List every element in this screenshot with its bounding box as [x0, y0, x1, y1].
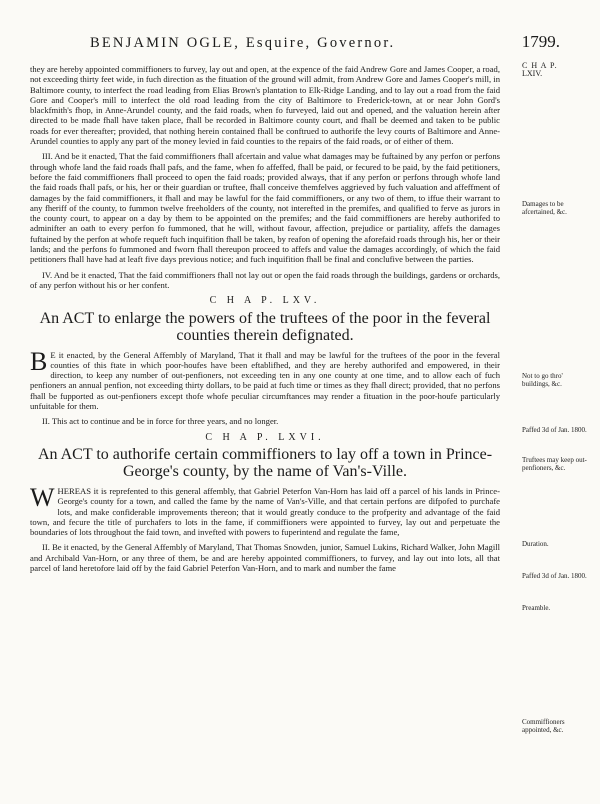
margin-note-trustees: Truftees may keep out-penfioners, &c.	[522, 456, 587, 473]
act-title-65: An ACT to enlarge the powers of the truftees of the poor in the feveral counties therein defignated.	[39, 309, 491, 344]
paragraph-chap65-section2: II. This act to continue and be in force for three years, and no longer.	[42, 416, 279, 427]
drop-cap: W	[30, 482, 55, 512]
paragraph-chap64-section4: IV. And be it enacted, That the faid commiffioners fhall not lay out or open the faid roads through the buildings, gardens or orchards, of any perfon without his or her confent.	[30, 269, 500, 290]
running-title: BENJAMIN OGLE, Esquire, Governor.	[90, 35, 396, 51]
paragraph-chap66-preamble	[30, 482, 500, 538]
margin-note-damages: Damages to be afcertained, &c.	[522, 200, 567, 217]
margin-note-passed-66: Paffed 3d of Jan. 1800.	[522, 572, 587, 580]
margin-note-buildings: Not to go thro' buildings, &c.	[522, 372, 563, 389]
paragraph-chap66-section2: II. Be it enacted, by the General Affembly of Maryland, That Thomas Snowden, junior, Samuel Lukins, Richard Walker, John Magill and Archibald Van-Horn, or any three of them, be and are hereby appointed commiffioners, to furvey, and lay out into lots, all that parcel of land heretofore laid off by the faid Gabriel Peterfon Van-Horn, and to mark and number the fame	[30, 542, 500, 573]
drop-cap: B	[30, 346, 48, 376]
chapter-heading-65: C H A P. LXV.	[209, 295, 321, 307]
margin-note-commissioners: Commiffioners appointed, &c.	[522, 718, 565, 735]
margin-note-duration: Duration.	[522, 540, 549, 548]
paragraph-text: E it enacted, by the General Affembly of Maryland, That it fhall and may be lawful for the truftees of the poor in the feveral counties of this ftate in which poor-houfes have been eftablifhed, and they are hereby authorifed and empowered, in their direction, to keep any number of out-penfioners, not exceeding ten in any one county at one time, and to allow each of fuch penfioners an annual penfion, not exceeding thirty dollars, to be paid at fuch time or times as they fhall direct; provided, that no perfons fhall be fupported as out-penfioners except thofe whofe peculiar circumftances may render a fituation in the poor-houfe particularly unfuitable for them.	[30, 349, 500, 412]
paragraph-chap65-section1	[30, 346, 500, 412]
act-title-66: An ACT to authorife certain commiffioners to lay off a town in Prince-George's county, by the name of Van's-Ville.	[37, 445, 493, 480]
margin-chap-word: C H A P.	[522, 61, 558, 70]
margin-chap-number: LXIV.	[522, 69, 543, 79]
paragraph-text: HEREAS it is reprefented to this general affembly, that Gabriel Peterfon Van-Horn has laid off a parcel of his lands in Prince-George's county for a town, and called the fame by the name of Van's-Ville, and that certain perfons are difpofed to purchafe lots, and make confiderable improvements thereon; that it would greatly conduce to the profperity and advantage of the faid town, and fecure the title of purchafers to lots in the fame, if commiffioners were appointed to furvey, lay out and perpetuate the boundaries of lots throughout the faid town, and invefted with powers to fuperintend and regulate the fame,	[30, 485, 500, 538]
chapter-heading-66: C H A P. LXVI.	[205, 431, 325, 443]
margin-chapter-label	[522, 62, 592, 79]
margin-note-preamble: Preamble.	[522, 604, 551, 612]
main-text-column	[30, 64, 500, 578]
running-header	[90, 32, 560, 52]
paragraph-chap64-section3: III. And be it enacted, That the faid commiffioners fhall afcertain and value what damages may be fuftained by any perfon or perfons through whofe land the faid roads fhall pafs, and the fame, when fo affeffed, fhall be paid, or fecured to be paid, by the faid petitioners, before the faid commiffioners fhall proceed to open the faid roads; provided always, that if any perfon or perfons through whofe land the faid roads fhall pafs, or his, her or their guardian or truftee, fhall conceive themfelves aggrieved by fuch valuation and affeffment of damages by the faid commiffioners, it fhall and may be lawful for the faid commiffioners, or any two of them, to iffue their warrant to any fheriff of the county, to fummon twelve freeholders of the county, not interefted in the premifes, and qualified to ferve as jurors in the county court, to appear on a day by them to be appointed on the premifes; and the faid commiffioners are hereby authorifed to adminifter an oath to every perfon fo fummoned, that he will, without favour, affection, prejudice or partiality, affefs the damages fuftained by the perfon at whofe requeft fuch inquifition fhall be taken, by reafon of opening the aforefaid roads through his, her or their lands; and the perfons fo fummoned and fworn fhall thereupon proceed to affefs and value the damages accordingly, of which the faid petitioners fhall have had at leaft five days previous notice; and fuch inquifition fhall be final and conclufive between the parties.	[30, 151, 500, 265]
page-year: 1799.	[521, 32, 560, 51]
margin-note-passed-65: Paffed 3d of Jan. 1800.	[522, 426, 587, 434]
paragraph-chap64-continued: they are hereby appointed commiffioners to furvey, lay out and open, at the expence of the faid Andrew Gore and James Cooper, a road, not exceeding thirty feet wide, in fuch direction as the fituation of the ground will admit, from Andrew Gore and James Cooper's mill, in Baltimore county, to interfect the road leading from Elias Brown's plantation to Elk-Ridge Landing, and to lay out a road from the faid Gore and Cooper's mill to interfect the old road leading from the city of Baltimore to Frederick-town, at or near John Gord's blackfmith's fhop, in Anne-Arundel county, and the faid roads, when fo furveyed, laid out and opened, and the valuation herein after directed to be made fhall have taken place, fhall be recorded in Baltimore county court, and fhall be deemed and taken to be public roads for ever thereafter; provided, that nothing herein contained fhall be conftrued to authorife the levy courts of Baltimore and Anne-Arundel counties to apply any part of the money levied in faid counties to the repairs of the faid roads, or of either of them.	[30, 64, 500, 147]
